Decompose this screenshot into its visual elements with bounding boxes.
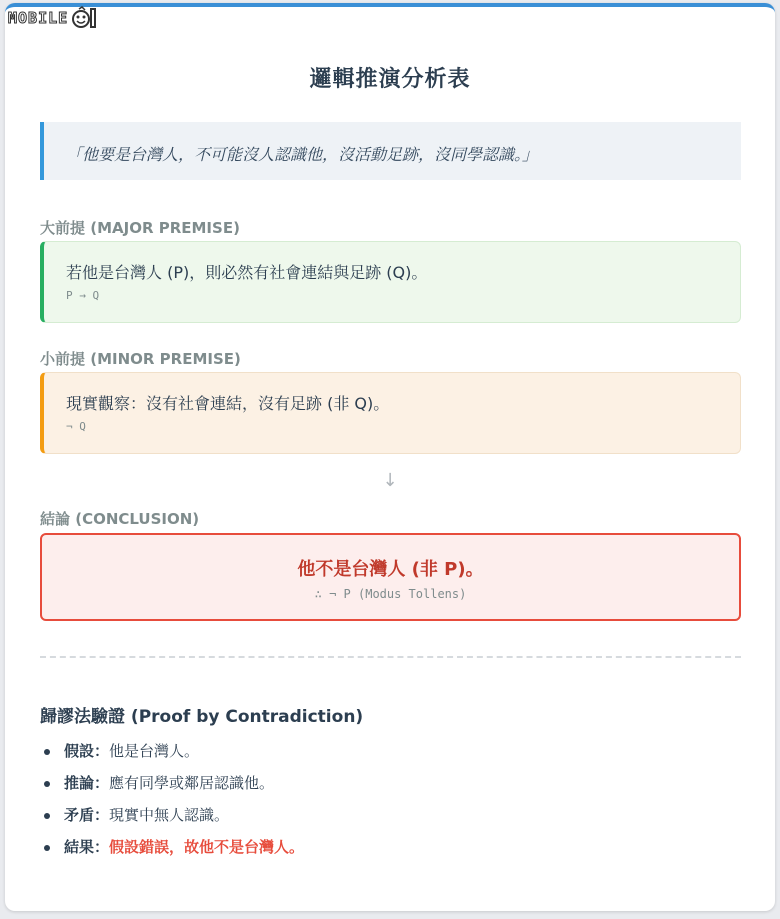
- major-premise-box: [40, 241, 741, 323]
- proof-item-value: 他是台灣人。: [109, 742, 200, 760]
- proof-title: 歸謬法驗證 (Proof by Contradiction): [40, 707, 364, 727]
- list-item: [40, 804, 304, 836]
- quote-block: 「他要是台灣人，不可能沒人認識他，沒活動足跡，沒同學認識。」: [40, 122, 741, 180]
- minor-premise-text: 現實觀察：沒有社會連結，沒有足跡 (非 Q)。: [66, 394, 390, 413]
- list-item: [40, 740, 304, 772]
- proof-item-key: 假設：: [64, 742, 110, 760]
- major-premise-label: 大前提 (MAJOR PREMISE): [40, 219, 240, 237]
- proof-item-value: 應有同學或鄰居認識他。: [109, 774, 275, 792]
- dashed-divider: [40, 656, 741, 658]
- list-item: [40, 772, 304, 804]
- arrow-down-icon: ↓: [382, 470, 398, 491]
- proof-item-value: 現實中無人認識。: [109, 806, 230, 824]
- proof-item-key: 矛盾：: [64, 806, 110, 824]
- proof-item-key: 推論：: [64, 774, 110, 792]
- bullet-icon: [44, 749, 50, 755]
- page-title: 邏輯推演分析表: [309, 67, 471, 92]
- proof-item-key: 結果：: [64, 838, 110, 856]
- logo-mark-icon: [70, 6, 100, 30]
- proof-list: [40, 740, 304, 868]
- major-premise-formula: P → Q: [66, 289, 100, 302]
- minor-premise-box: [40, 372, 741, 454]
- conclusion-label: 結論 (CONCLUSION): [40, 510, 200, 528]
- conclusion-text: 他不是台灣人 (非 P)。: [297, 559, 484, 580]
- list-item: [40, 836, 304, 868]
- bullet-icon: [44, 781, 50, 787]
- minor-premise-label: 小前提 (MINOR PREMISE): [40, 350, 241, 368]
- logo-text: MOBILE: [8, 9, 69, 27]
- minor-premise-formula: ¬ Q: [66, 420, 86, 433]
- proof-item-value: 假設錯誤，故他不是台灣人。: [109, 838, 305, 856]
- major-premise-text: 若他是台灣人 (P)，則必然有社會連結與足跡 (Q)。: [66, 263, 428, 282]
- bullet-icon: [44, 813, 50, 819]
- bullet-icon: [44, 845, 50, 851]
- conclusion-box: [40, 533, 741, 621]
- mobile01-logo[interactable]: [8, 6, 100, 30]
- conclusion-formula: ∴ ¬ P (Modus Tollens): [314, 587, 467, 601]
